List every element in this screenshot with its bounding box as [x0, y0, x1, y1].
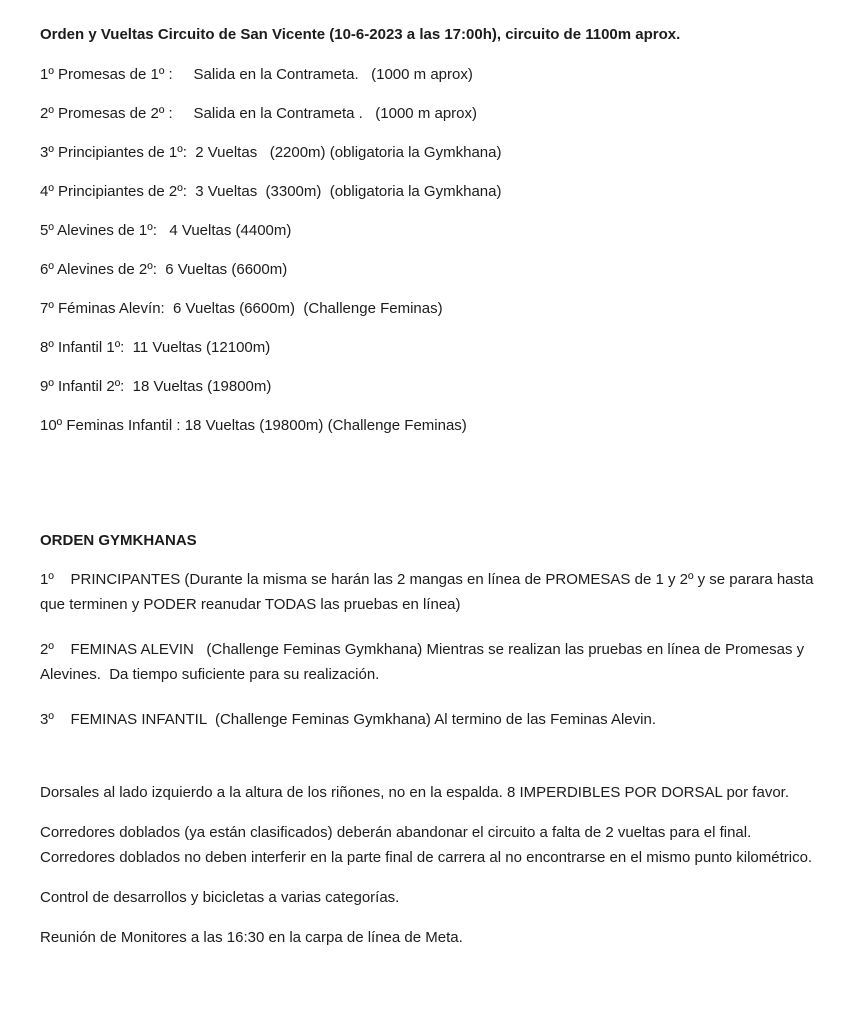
gymkhana-list — [40, 567, 822, 732]
schedule-line-9: 9º Infantil 2º: 18 Vueltas (19800m) — [40, 378, 272, 395]
notes-section — [40, 780, 822, 950]
gymkhana-line-2: 2º FEMINAS ALEVIN (Challenge Feminas Gymkhana) Mientras se realizan las pruebas en línea de Promesas y Alevines. Da tiempo suficiente para su realización. — [40, 641, 808, 683]
note-corredores-doblados: Corredores doblados (ya están clasificados) deberán abandonar el circuito a falta de 2 vueltas para el final. Corredores doblados no deben interferir en la parte final de carrera al no encontrarse en el mismo punto kilométrico. — [40, 824, 813, 866]
schedule-line-2: 2º Promesas de 2º : Salida en la Contrameta . (1000 m aprox) — [40, 105, 477, 122]
schedule-line-5: 5º Alevines de 1º: 4 Vueltas (4400m) — [40, 222, 292, 239]
note-reunion-monitores: Reunión de Monitores a las 16:30 en la carpa de línea de Meta. — [40, 929, 463, 946]
schedule-list — [40, 62, 822, 438]
note-control-desarrollos: Control de desarrollos y bicicletas a varias categorías. — [40, 889, 400, 906]
schedule-line-8: 8º Infantil 1º: 11 Vueltas (12100m) — [40, 339, 271, 356]
note-dorsales: Dorsales al lado izquierdo a la altura de los riñones, no en la espalda. 8 IMPERDIBLES POR DORSAL por favor. — [40, 784, 789, 801]
gymkhana-line-3: 3º FEMINAS INFANTIL (Challenge Feminas Gymkhana) Al termino de las Feminas Alevin. — [40, 711, 656, 728]
gymkhana-section-header: ORDEN GYMKHANAS — [40, 532, 197, 549]
schedule-line-7: 7º Féminas Alevín: 6 Vueltas (6600m) (Challenge Feminas) — [40, 300, 443, 317]
schedule-line-3: 3º Principiantes de 1º: 2 Vueltas (2200m) (obligatoria la Gymkhana) — [40, 144, 502, 161]
schedule-line-1: 1º Promesas de 1º : Salida en la Contrameta. (1000 m aprox) — [40, 66, 473, 83]
schedule-line-10: 10º Feminas Infantil : 18 Vueltas (19800m) (Challenge Feminas) — [40, 417, 467, 434]
schedule-line-4: 4º Principiantes de 2º: 3 Vueltas (3300m) (obligatoria la Gymkhana) — [40, 183, 502, 200]
gymkhana-line-1: 1º PRINCIPANTES (Durante la misma se harán las 2 mangas en línea de PROMESAS de 1 y 2º y se parara hasta que terminen y PODER reanudar TODAS las pruebas en línea) — [40, 571, 818, 613]
document-title: Orden y Vueltas Circuito de San Vicente (10-6-2023 a las 17:00h), circuito de 1100m aprox. — [40, 26, 681, 43]
schedule-line-6: 6º Alevines de 2º: 6 Vueltas (6600m) — [40, 261, 288, 278]
